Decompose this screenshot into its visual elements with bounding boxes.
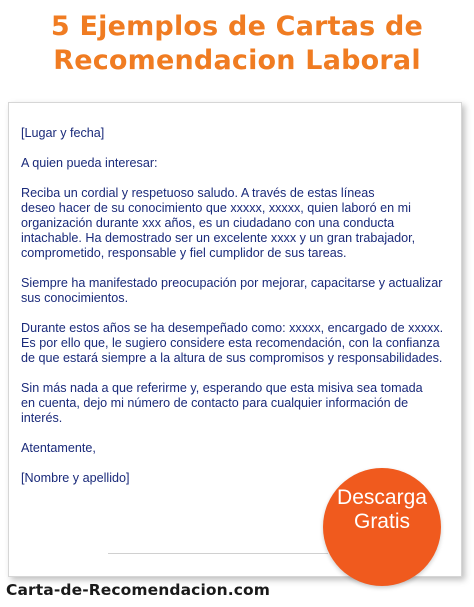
title-line-2: Recomendacion Laboral <box>53 45 421 76</box>
paragraph-3-line: de que estará siempre a la altura de sus compromisos y responsabilidades. <box>21 351 443 365</box>
closing: Atentamente, <box>21 441 96 455</box>
paragraph-1-line: deseo hacer de su conocimiento que xxxxx, xxxxx, quien laboró en mi <box>21 201 411 215</box>
paragraph-1-line: organización durante xxx años, es un ciudadano con una conducta <box>21 216 395 230</box>
title-line-1: 5 Ejemplos de Cartas de <box>50 11 424 42</box>
paragraph-1-line: Reciba un cordial y respetuoso saludo. A través de estas líneas <box>21 186 375 200</box>
paragraph-1-line: intachable. Ha demostrado ser un excelente xxxx y un gran trabajador, <box>21 231 416 245</box>
download-label: Descarga <box>337 486 427 509</box>
paragraph-2 <box>21 276 461 306</box>
paragraph-2-line: sus conocimientos. <box>21 291 129 305</box>
paragraph-1-line: comprometido, responsable y fiel cumplidor de sus tareas. <box>21 246 347 260</box>
paragraph-3-line: Durante estos años se ha desempeñado como: xxxxx, encargado de xxxxx. <box>21 321 444 335</box>
salutation: A quien pueda interesar: <box>21 156 158 170</box>
letter-body <box>21 126 461 486</box>
paragraph-1 <box>21 186 461 261</box>
paragraph-4-line: en cuenta, dejo mi número de contacto para cualquier información de <box>21 396 409 410</box>
signature-placeholder: [Nombre y apellido] <box>21 471 130 485</box>
paragraph-4 <box>21 381 461 426</box>
page-title <box>0 10 474 78</box>
free-label: Gratis <box>353 510 410 533</box>
paragraph-4-line: interés. <box>21 411 63 425</box>
place-date: [Lugar y fecha] <box>21 126 105 140</box>
paragraph-3-line: Es por ello que, le sugiero considere esta recomendación, con la confianza <box>21 336 440 350</box>
paragraph-4-line: Sin más nada a que referirme y, esperando que esta misiva sea tomada <box>21 381 423 395</box>
paragraph-2-line: Siempre ha manifestado preocupación por mejorar, capacitarse y actualizar <box>21 276 443 290</box>
download-free-button[interactable] <box>323 468 441 586</box>
site-watermark: Carta-de-Recomendacion.com <box>6 581 271 599</box>
paragraph-3 <box>21 321 461 366</box>
signature-line <box>108 553 328 554</box>
